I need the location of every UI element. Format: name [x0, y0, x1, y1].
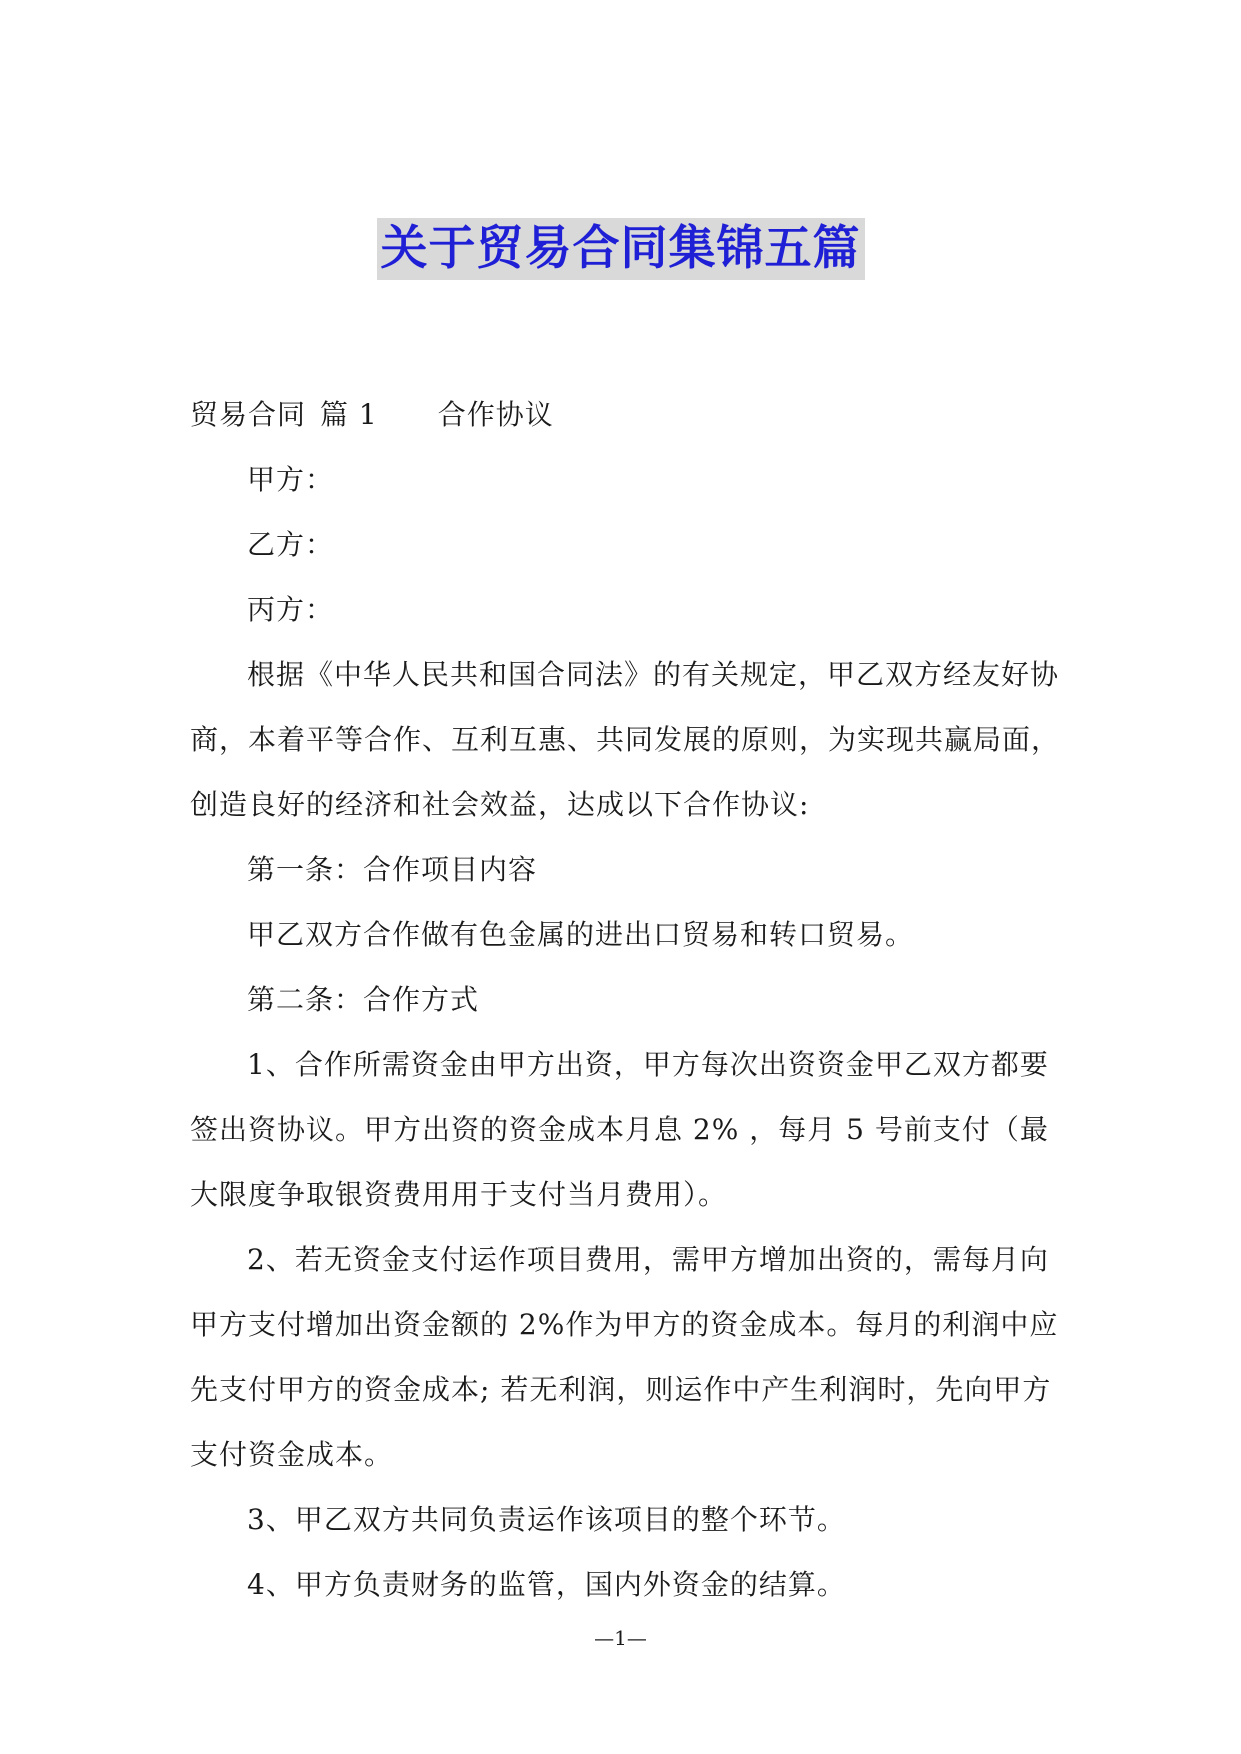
- article-2-item-2-line-4: 支付资金成本。: [190, 1438, 394, 1471]
- page-number: —1—: [594, 1626, 647, 1650]
- article-2-item-1-line-3: 大限度争取银资费用用于支付当月费用）。: [190, 1178, 728, 1211]
- article-2-item-1-line-1: 1、合作所需资金由甲方出资，甲方每次出资资金甲乙双方都要: [247, 1048, 1049, 1081]
- title-container: [0, 218, 1241, 280]
- party-a-line: 甲方：: [247, 463, 335, 496]
- intro-line-1: 根据《中华人民共和国合同法》的有关规定，甲乙双方经友好协: [247, 658, 1060, 691]
- party-b-line: 乙方：: [247, 528, 335, 561]
- article-2-item-1-line-2: 签出资协议。甲方出资的资金成本月息 2% ，每月 5 号前支付（最: [190, 1113, 1049, 1146]
- heading-label: 贸易合同: [190, 398, 307, 431]
- contract-heading: [190, 382, 1058, 447]
- heading-subtitle: 合作协议: [437, 398, 554, 431]
- article-1-text: 甲乙双方合作做有色金属的进出口贸易和转口贸易。: [247, 918, 915, 951]
- document-body: [190, 382, 1061, 1617]
- article-2-item-4: 4、甲方负责财务的监管，国内外资金的结算。: [247, 1568, 846, 1601]
- party-c-line: 丙方：: [247, 593, 335, 626]
- article-2-item-2-line-1: 2、若无资金支付运作项目费用，需甲方增加出资的，需每月向: [247, 1243, 1049, 1276]
- article-2-item-3: 3、甲乙双方共同负责运作该项目的整个环节。: [247, 1503, 846, 1536]
- article-2-item-2-line-3: 先支付甲方的资金成本; 若无利润，则运作中产生利润时，先向甲方: [190, 1373, 1052, 1406]
- article-2-title: 第二条：合作方式: [247, 983, 480, 1016]
- document-title: 关于贸易合同集锦五篇: [377, 218, 865, 280]
- intro-line-3: 创造良好的经济和社会效益，达成以下合作协议:: [190, 788, 810, 821]
- heading-number: 篇 1: [320, 398, 378, 431]
- article-1-title: 第一条：合作项目内容: [247, 853, 538, 886]
- article-2-item-2-line-2: 甲方支付增加出资金额的 2%作为甲方的资金成本。每月的利润中应: [190, 1308, 1059, 1341]
- intro-line-2: 商，本着平等合作、互利互惠、共同发展的原则，为实现共赢局面，: [190, 723, 1061, 756]
